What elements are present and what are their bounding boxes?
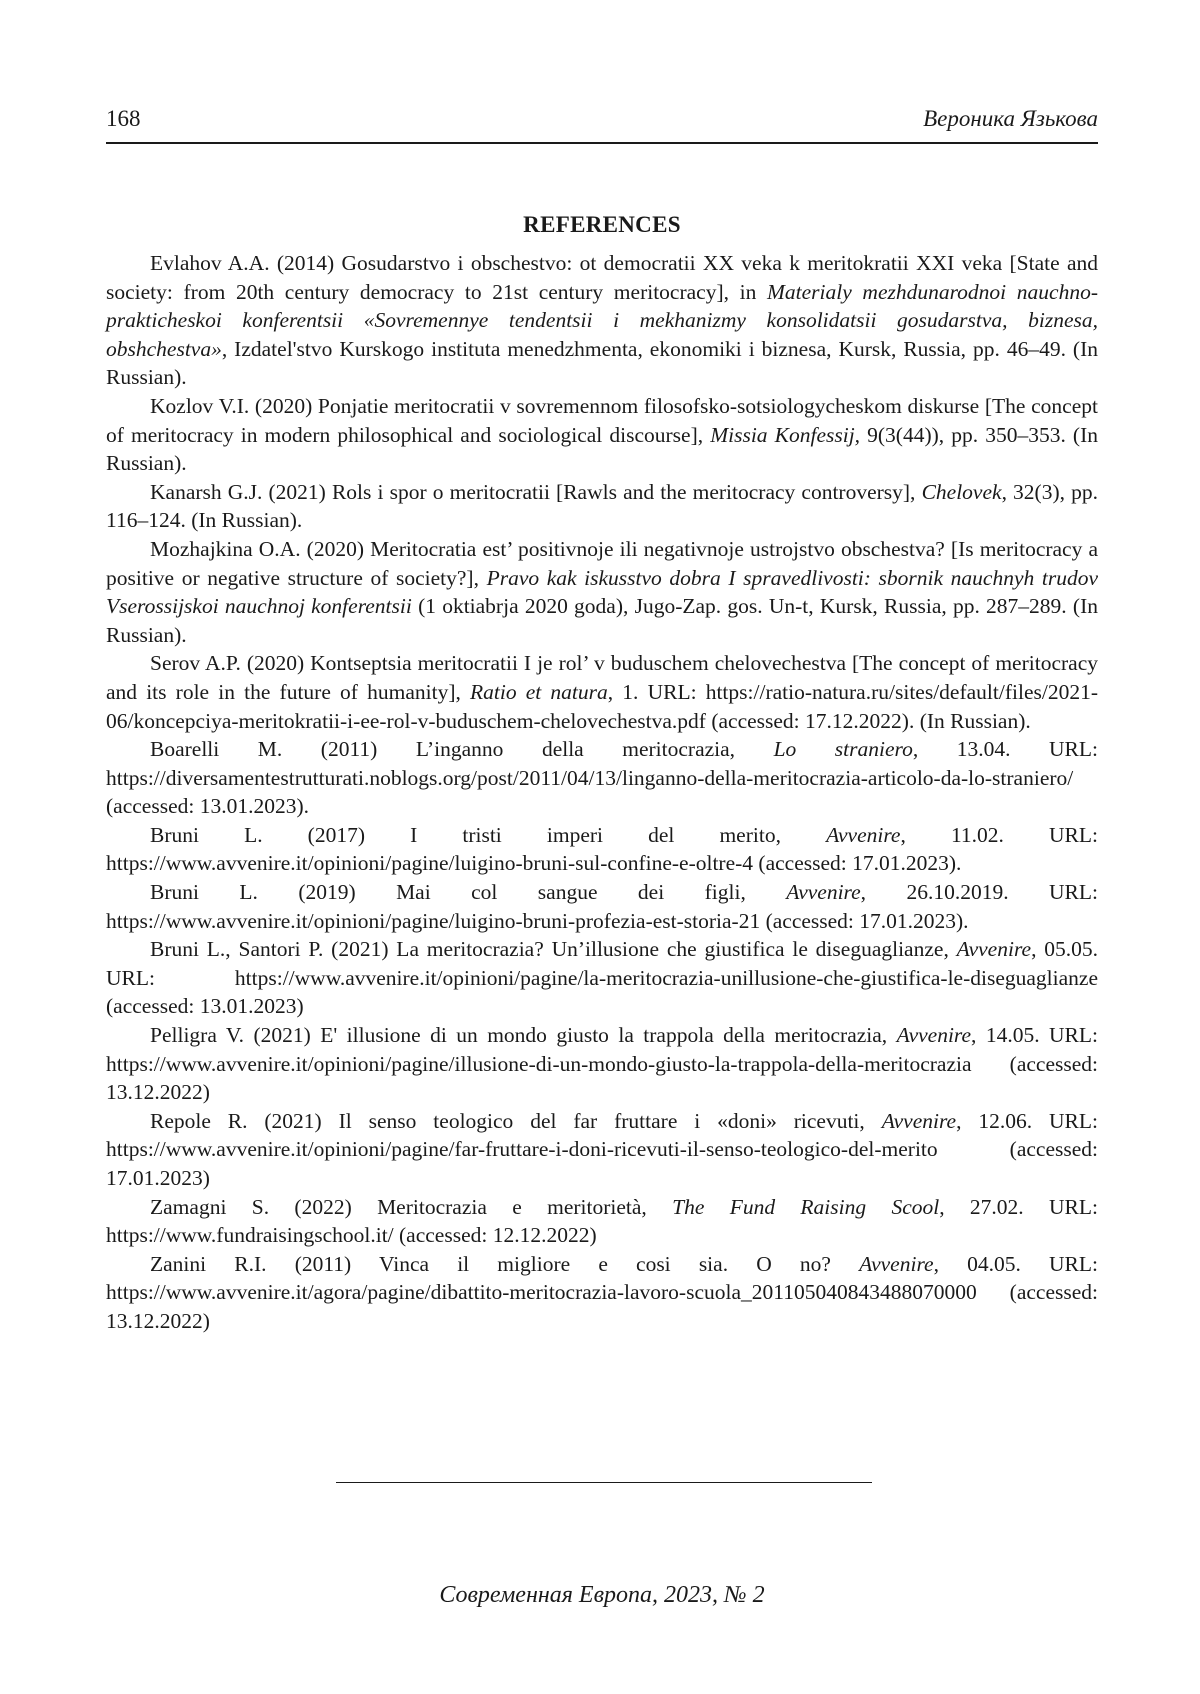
section-title: REFERENCES <box>523 212 681 237</box>
reference-item: Zamagni S. (2022) Meritocrazia e meritorietà, The Fund Raising Scool, 27.02. URL: https://www.fundraisingschool.it/ (accessed: 12.12.2022) <box>106 1194 1098 1248</box>
reference-list <box>106 249 1098 1336</box>
reference-item: Bruni L. (2017) I tristi imperi del merito, Avvenire, 11.02. URL: https://www.avvenire.it/opinioni/pagine/luigino-bruni-sul-confine-e-oltre-4 (accessed: 17.01.2023). <box>106 822 1098 876</box>
reference-item: Bruni L. (2019) Mai col sangue dei figli, Avvenire, 26.10.2019. URL: https://www.avvenire.it/opinioni/pagine/luigino-bruni-profezia-est-storia-21 (accessed: 17.01.2023). <box>106 880 1098 933</box>
journal-footer: Современная Европа, 2023, № 2 <box>439 1582 765 1608</box>
reference-item: Repole R. (2021) Il senso teologico del far fruttare i «doni» ricevuti, Avvenire, 12.06. URL: https://www.avvenire.it/opinioni/pagine/far-fruttare-i-doni-ricevuti-il-senso-teologico-del-merito (accessed: 17.01.2023) <box>106 1108 1098 1190</box>
reference-item: Pelligra V. (2021) E' illusione di un mondo giusto la trappola della meritocrazia, Avvenire, 14.05. URL: https://www.avvenire.it/opinioni/pagine/illusione-di-un-mondo-giusto-la-trappola-della-meritocrazia (accessed: 13.12.2022) <box>106 1023 1099 1105</box>
running-header <box>106 104 1098 144</box>
reference-item: Kozlov V.I. (2020) Ponjatie meritocratii v sovremennom filosofsko-sotsiologycheskom diskurse [The concept of meritocracy in modern philosophical and sociological discourse], Missia Konfessij, 9(3(44)), pp. 350–353. (In Russian). <box>106 393 1098 476</box>
running-author: Вероника Язькова <box>923 106 1098 131</box>
reference-item: Kanarsh G.J. (2021) Rols i spor o meritocratii [Rawls and the meritocracy controversy], Chelovek, 32(3), pp. 116–124. (In Russian). <box>106 479 1098 533</box>
page-number: 168 <box>106 106 141 131</box>
reference-item: Evlahov A.A. (2014) Gosudarstvo i obschestvo: ot democratii XX veka k meritokratii XXI veka [State and society: from 20th century democracy to 21st century meritocracy], in Materialy mezhdunarodnoi nauchno-prakticheskoi konferentsii «Sovremennye tendentsii i mekhanizmy konsolidatsii gosudarstva, biznesa, obshchestva», Izdatel'stvo Kurskogo instituta menedzhmenta, ekonomiki i biznesa, Kursk, Russia, pp. 46–49. (In Russian). <box>106 251 1098 390</box>
end-divider <box>336 1482 872 1483</box>
reference-item: Boarelli M. (2011) L’inganno della meritocrazia, Lo straniero, 13.04. URL: https://diversamentestrutturati.noblogs.org/post/2011/04/13/linganno-della-meritocrazia-articolo-da-lo-straniero/ (accessed: 13.01.2023). <box>106 737 1098 819</box>
reference-item: Serov A.P. (2020) Kontseptsia meritocratii I je rol’ v buduschem chelovechestva [The concept of meritocracy and its role in the future of humanity], Ratio et natura, 1. URL: https://ratio-natura.ru/sites/default/files/2021-06/koncepciya-meritokratii-i-ee-rol-v-buduschem-chelovechestva.pdf (accessed: 17.12.2022). (In Russian). <box>106 651 1098 733</box>
reference-item: Zanini R.I. (2011) Vinca il migliore e cosi sia. O no? Avvenire, 04.05. URL: https://www.avvenire.it/agora/pagine/dibattito-meritocrazia-lavoro-scuola_201105040843488070000 (accessed: 13.12.2022) <box>106 1251 1098 1333</box>
reference-item: Bruni L., Santori P. (2021) La meritocrazia? Un’illusione che giustifica le diseguaglianze, Avvenire, 05.05. URL: https://www.avvenire.it/opinioni/pagine/la-meritocrazia-unillusione-che-giustifica-le-diseguaglianze (accessed: 13.01.2023) <box>106 937 1099 1019</box>
reference-item: Mozhajkina O.A. (2020) Meritocratia est’ positivnoje ili negativnoje ustrojstvo obschestva? [Is meritocracy a positive or negative structure of society?], Pravo kak iskusstvo dobra I spravedlivosti: sbornik nauchnyh trudov Vserossijskoi nauchnoj konferentsii (1 oktiabrja 2020 goda), Jugo-Zap. gos. Un-t, Kursk, Russia, pp. 287–289. (In Russian). <box>106 536 1098 647</box>
